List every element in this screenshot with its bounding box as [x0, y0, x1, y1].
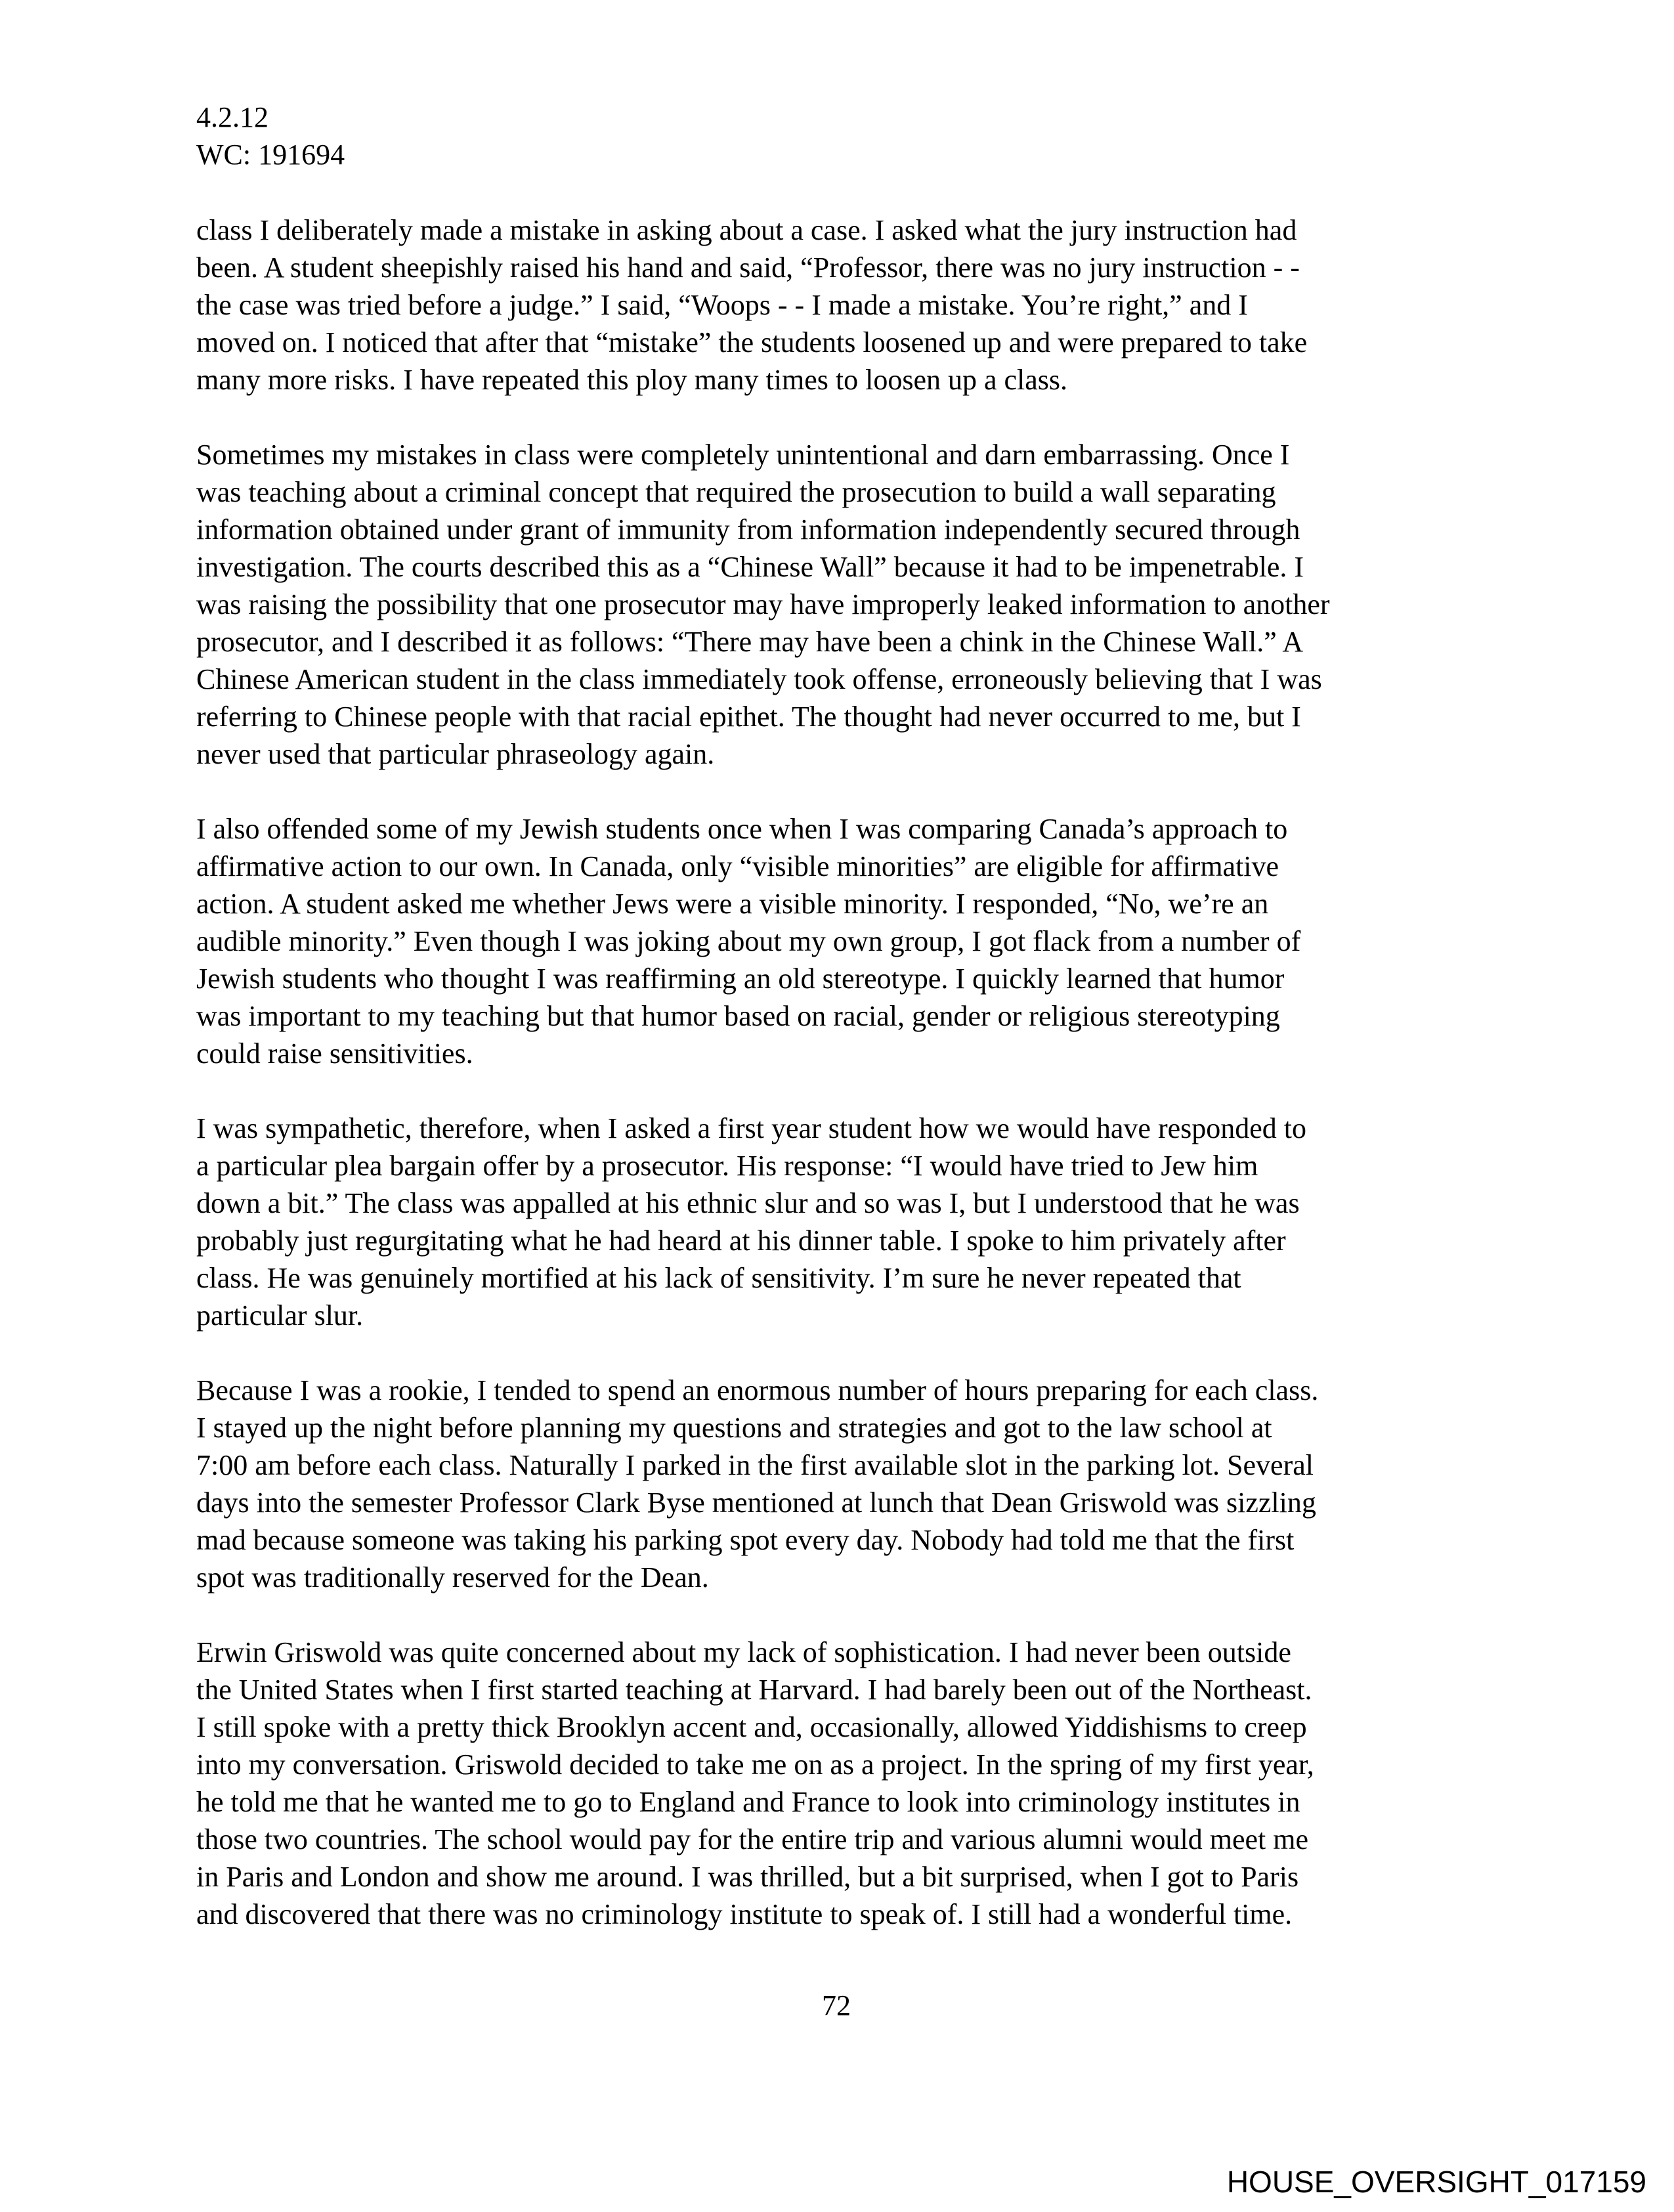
- text-line: the United States when I first started teaching at Harvard. I had barely been out of the Northeast.: [196, 1674, 1312, 1706]
- text-line: referring to Chinese people with that racial epithet. The thought had never occurred to me, but I: [196, 701, 1301, 733]
- text-line: Erwin Griswold was quite concerned about my lack of sophistication. I had never been outside: [196, 1636, 1291, 1668]
- text-line: I was sympathetic, therefore, when I asked a first year student how we would have responded to: [196, 1112, 1307, 1144]
- text-line: days into the semester Professor Clark Byse mentioned at lunch that Dean Griswold was sizzling: [196, 1486, 1316, 1519]
- text-line: many more risks. I have repeated this ploy many times to loosen up a class.: [196, 364, 1068, 396]
- text-line: and discovered that there was no criminology institute to speak of. I still had a wonderful time.: [196, 1898, 1293, 1930]
- document-header: [196, 98, 345, 173]
- text-line: he told me that he wanted me to go to England and France to look into criminology institutes in: [196, 1786, 1300, 1818]
- text-line: been. A student sheepishly raised his hand and said, “Professor, there was no jury instruction - -: [196, 251, 1300, 284]
- text-line: Chinese American student in the class immediately took offense, erroneously believing that I was: [196, 663, 1322, 695]
- text-line: spot was traditionally reserved for the Dean.: [196, 1561, 709, 1594]
- paragraph-6: [196, 1634, 1509, 1933]
- text-line: information obtained under grant of immunity from information independently secured through: [196, 513, 1300, 546]
- text-line: Because I was a rookie, I tended to spend an enormous number of hours preparing for each class.: [196, 1374, 1319, 1406]
- header-word-count: WC: 191694: [196, 139, 345, 171]
- text-line: those two countries. The school would pay for the entire trip and various alumni would meet me: [196, 1823, 1309, 1855]
- text-line: was important to my teaching but that humor based on racial, gender or religious stereotyping: [196, 1000, 1280, 1032]
- text-line: I also offended some of my Jewish students once when I was comparing Canada’s approach to: [196, 813, 1288, 845]
- paragraph-4: [196, 1110, 1509, 1334]
- text-line: affirmative action to our own. In Canada, only “visible minorities” are eligible for affirmative: [196, 850, 1279, 882]
- text-line: Sometimes my mistakes in class were completely unintentional and darn embarrassing. Once I: [196, 439, 1290, 471]
- text-line: I still spoke with a pretty thick Brooklyn accent and, occasionally, allowed Yiddishisms to creep: [196, 1711, 1307, 1743]
- text-line: could raise sensitivities.: [196, 1037, 473, 1070]
- text-line: class I deliberately made a mistake in asking about a case. I asked what the jury instruction had: [196, 214, 1297, 246]
- header-date: 4.2.12: [196, 101, 268, 133]
- paragraph-1: [196, 211, 1509, 399]
- text-line: was teaching about a criminal concept that required the prosecution to build a wall separating: [196, 476, 1276, 508]
- text-line: was raising the possibility that one prosecutor may have improperly leaked information to another: [196, 588, 1330, 620]
- text-line: the case was tried before a judge.” I said, “Woops - - I made a mistake. You’re right,” and I: [196, 289, 1248, 321]
- text-line: I stayed up the night before planning my questions and strategies and got to the law school at: [196, 1412, 1272, 1444]
- text-line: Jewish students who thought I was reaffirming an old stereotype. I quickly learned that humor: [196, 963, 1285, 995]
- text-line: 7:00 am before each class. Naturally I parked in the first available slot in the parking lot. Several: [196, 1449, 1314, 1481]
- text-line: never used that particular phraseology again.: [196, 738, 715, 770]
- text-line: action. A student asked me whether Jews were a visible minority. I responded, “No, we’re an: [196, 888, 1269, 920]
- text-line: in Paris and London and show me around. I was thrilled, but a bit surprised, when I got to Paris: [196, 1861, 1299, 1893]
- text-line: prosecutor, and I described it as follows: “There may have been a chink in the Chinese Wall.” A: [196, 626, 1304, 658]
- text-line: down a bit.” The class was appalled at his ethnic slur and so was I, but I understood that he was: [196, 1187, 1300, 1219]
- document-body: [196, 211, 1509, 1970]
- bates-number: HOUSE_OVERSIGHT_017159: [1226, 2165, 1646, 2199]
- paragraph-5: [196, 1372, 1509, 1596]
- text-line: moved on. I noticed that after that “mistake” the students loosened up and were prepared to take: [196, 326, 1308, 358]
- paragraph-3: [196, 810, 1509, 1072]
- text-line: particular slur.: [196, 1299, 364, 1332]
- text-line: into my conversation. Griswold decided to take me on as a project. In the spring of my first year,: [196, 1748, 1314, 1781]
- page-number: 72: [822, 1989, 851, 2022]
- text-line: audible minority.” Even though I was joking about my own group, I got flack from a number of: [196, 925, 1301, 957]
- text-line: probably just regurgitating what he had heard at his dinner table. I spoke to him privately after: [196, 1225, 1286, 1257]
- text-line: mad because someone was taking his parking spot every day. Nobody had told me that the first: [196, 1524, 1295, 1556]
- text-line: investigation. The courts described this as a “Chinese Wall” because it had to be impenetrable. I: [196, 551, 1304, 583]
- text-line: class. He was genuinely mortified at his lack of sensitivity. I’m sure he never repeated that: [196, 1262, 1241, 1294]
- paragraph-2: [196, 436, 1509, 773]
- text-line: a particular plea bargain offer by a prosecutor. His response: “I would have tried to Jew him: [196, 1150, 1258, 1182]
